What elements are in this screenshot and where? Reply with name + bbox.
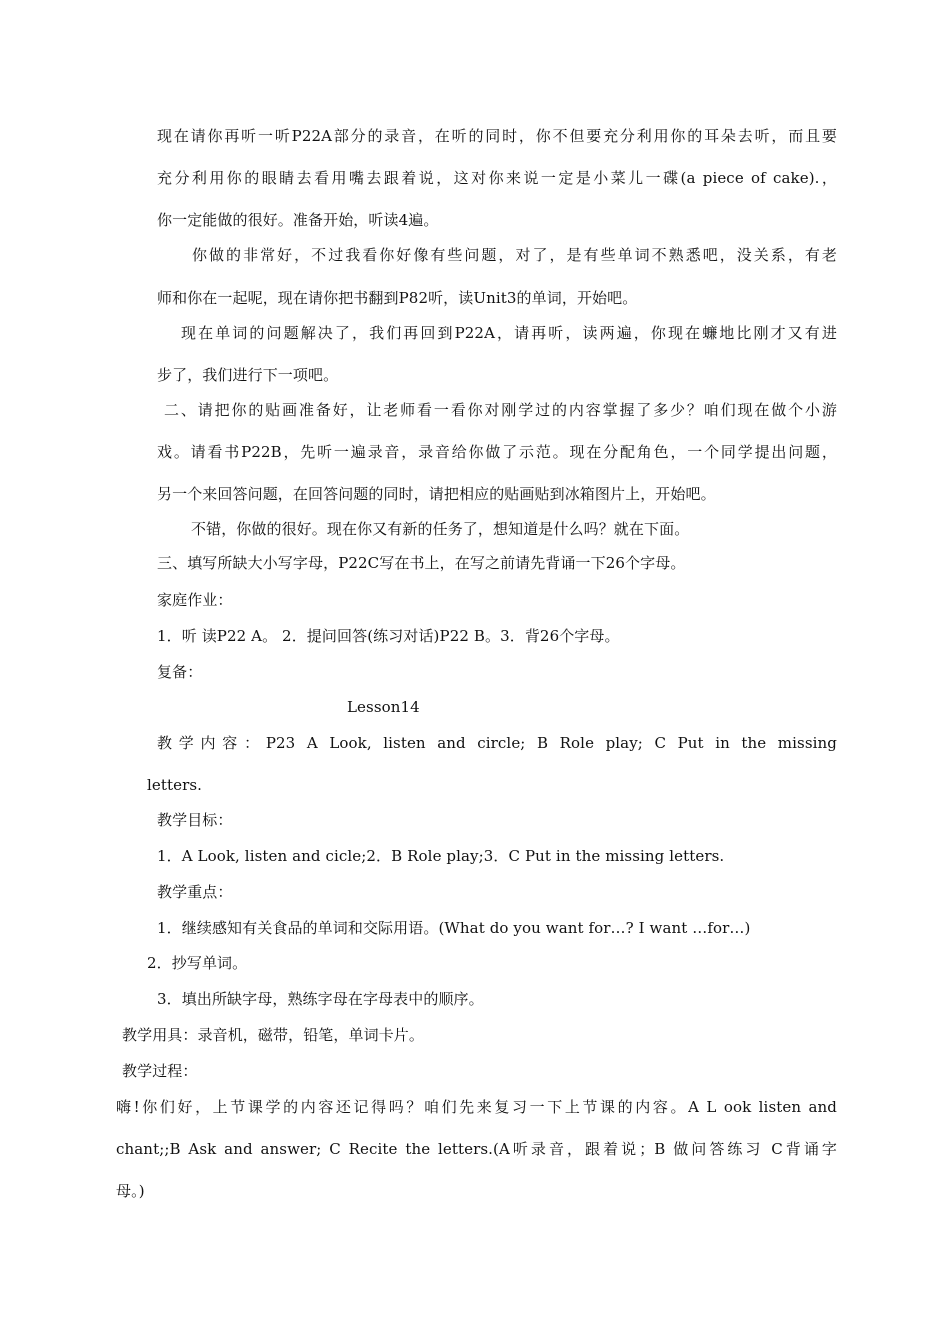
text-line: 充分利用你的眼睛去看用嘴去跟着说，这对你来说一定是小菜儿一碟(a piece of cake).， [157,169,837,187]
text-line: chant;;B Ask and answer; C Recite the letters.(A听录音，跟着说；B 做问答练习 C背诵字 [116,1140,837,1158]
text-line: 二、请把你的贴画准备好，让老师看一看你对刚学过的内容掌握了多少？咱们现在做个小游 [164,401,837,419]
text-line: 教学重点： [157,883,233,901]
text-line: 三、填写所缺大小写字母，P22C写在书上，在写之前请先背诵一下26个字母。 [157,554,686,572]
text-line: 你做的非常好，不过我看你好像有些问题，对了，是有些单词不熟悉吧，没关系，有老 [192,246,837,264]
text-line: 嗨!你们好，上节课学的内容还记得吗？咱们先来复习一下上节课的内容。A L ook listen and [116,1098,837,1116]
lesson-title: Lesson14 [347,698,420,716]
text-line: 不错，你做的很好。现在你又有新的任务了，想知道是什么吗？就在下面。 [191,520,690,538]
text-line: 现在请你再听一听P22A部分的录音，在听的同时，你不但要充分利用你的耳朵去听，而且要 [157,127,837,145]
text-line: 另一个来回答问题，在回答问题的同时，请把相应的贴画贴到冰箱图片上，开始吧。 [157,485,716,503]
text-line: 师和你在一起呢，现在请你把书翻到P82听，读Unit3的单词，开始吧。 [157,289,638,307]
text-line: 步了，我们进行下一项吧。 [157,366,339,384]
text-line: 2．抄写单词。 [147,954,248,972]
text-line: 复备： [157,663,203,681]
text-line: 教学目标： [157,811,233,829]
text-line: 母。) [116,1182,145,1200]
text-line: 戏。请看书P22B，先听一遍录音，录音给你做了示范。现在分配角色，一个同学提出问题， [157,443,837,461]
text-line: 现在单词的问题解决了，我们再回到P22A，请再听，读两遍，你现在蠊地比刚才又有进 [181,324,837,342]
text-line: letters. [147,776,203,794]
text-line: 你一定能做的很好。准备开始，听读4遍。 [157,211,439,229]
text-line: 1．A Look, listen and cicle;2．B Role play;3．C Put in the missing letters. [157,847,725,865]
text-line: 教学内容：P23 A Look, listen and circle; B Role play; C Put in the missing [157,734,837,752]
text-line: 3．填出所缺字母，熟练字母在字母表中的顺序。 [157,990,484,1008]
text-line: 家庭作业： [157,591,233,609]
text-line: 1．继续感知有关食品的单词和交际用语。(What do you want for…? I want …for…) [157,919,751,937]
text-line: 教学过程： [122,1062,198,1080]
text-line: 教学用具：录音机，磁带，铅笔，单词卡片。 [122,1026,425,1044]
text-line: 1．听 读P22 A。 2．提问回答(练习对话)P22 B。3．背26个字母。 [157,627,620,645]
